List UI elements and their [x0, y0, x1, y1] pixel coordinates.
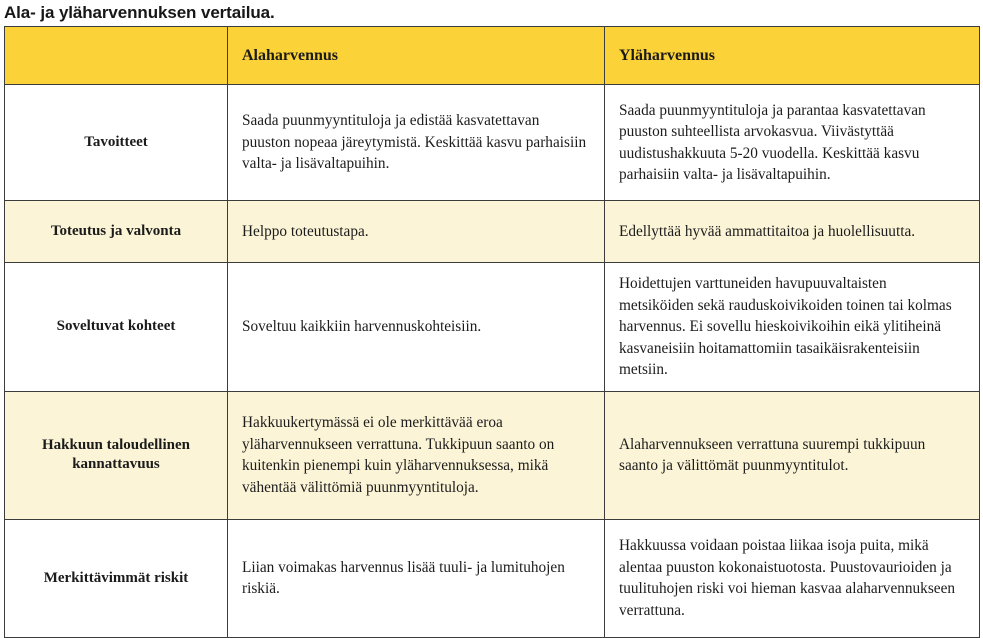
cell-text: Helppo toteutustapa.	[242, 222, 369, 240]
table-header-alaharvennus: Alaharvennus	[228, 27, 605, 85]
table-header-row	[5, 27, 980, 85]
comparison-table-container	[4, 26, 979, 638]
comparison-table	[4, 26, 980, 638]
table-row	[5, 201, 980, 263]
cell-kannattavuus-ylaharvennus	[605, 391, 980, 519]
cell-text: Hakkuukertymässä ei ole merkittävää eroa yläharvennukseen verrattuna. Tukkipuun saanto on kuitenkin pienempi kuin yläharvennuksessa, mikä vähentää välittömiä puunmyyntituloja.	[242, 414, 555, 496]
table-header	[5, 27, 980, 85]
table-row	[5, 391, 980, 519]
cell-toteutus-ylaharvennus	[605, 201, 980, 263]
table-row	[5, 519, 980, 637]
row-label-toteutus-ja-valvonta: Toteutus ja valvonta	[5, 201, 228, 263]
row-label-soveltuvat-kohteet: Soveltuvat kohteet	[5, 263, 228, 392]
row-label-merkittavimmat-riskit: Merkittävimmät riskit	[5, 519, 228, 637]
cell-text: Saada puunmyyntituloja ja edistää kasvatettavan puuston nopeaa järeytymistä. Keskittää kasvu parhaisiin valta- ja lisävaltapuihin.	[242, 112, 587, 173]
row-label-tavoitteet: Tavoitteet	[5, 85, 228, 201]
table-body	[5, 85, 980, 638]
cell-text: Soveltuu kaikkiin harvennuskohteisiin.	[242, 318, 482, 335]
row-label-hakkuun-taloudellinen-kannattavuus: Hakkuun taloudellinen kannattavuus	[5, 391, 228, 519]
cell-toteutus-alaharvennus	[228, 201, 605, 263]
table-header-ylaharvennus: Yläharvennus	[605, 27, 980, 85]
cell-soveltuvat-alaharvennus	[228, 263, 605, 392]
cell-soveltuvat-ylaharvennus	[605, 263, 980, 392]
cell-text: Saada puunmyyntituloja ja parantaa kasvatettavan puuston suhteellista arvokasvua. Viivästyttää uudistushakkuuta 5-20 vuodella. Keskittää kasvu parhaisiin valta- ja lisävaltapuihin.	[619, 101, 926, 183]
cell-tavoitteet-ylaharvennus	[605, 85, 980, 201]
cell-text: Liian voimakas harvennus lisää tuuli- ja lumituhojen riskiä.	[242, 558, 565, 597]
table-row	[5, 263, 980, 392]
cell-riskit-alaharvennus	[228, 519, 605, 637]
cell-tavoitteet-alaharvennus	[228, 85, 605, 201]
table-row	[5, 85, 980, 201]
cell-text: Edellyttää hyvää ammattitaitoa ja huolellisuutta.	[619, 222, 916, 240]
cell-kannattavuus-alaharvennus	[228, 391, 605, 519]
cell-text: Hoidettujen varttuneiden havupuuvaltaisten metsiköiden sekä rauduskoivikoiden toinen tai kolmas harvennus. Ei sovellu hieskoivikoihin eikä ylitiheinä kasvaneisiin hoitamattomiin tasaikäisrakenteisiin metsiin.	[619, 275, 952, 378]
cell-text: Hakkuussa voidaan poistaa liikaa isoja puita, mikä alentaa puuston kokonaistuotosta. Puustovaurioiden ja tuulituhojen riski voi hieman kasvaa alaharvennukseen verrattuna.	[619, 537, 956, 619]
page-title: Ala- ja yläharvennuksen vertailua.	[4, 3, 275, 22]
table-header-corner	[5, 27, 228, 85]
cell-text: Alaharvennukseen verrattuna suurempi tukkipuun saanto ja välittömät puunmyyntitulot.	[619, 435, 926, 474]
cell-riskit-ylaharvennus	[605, 519, 980, 637]
